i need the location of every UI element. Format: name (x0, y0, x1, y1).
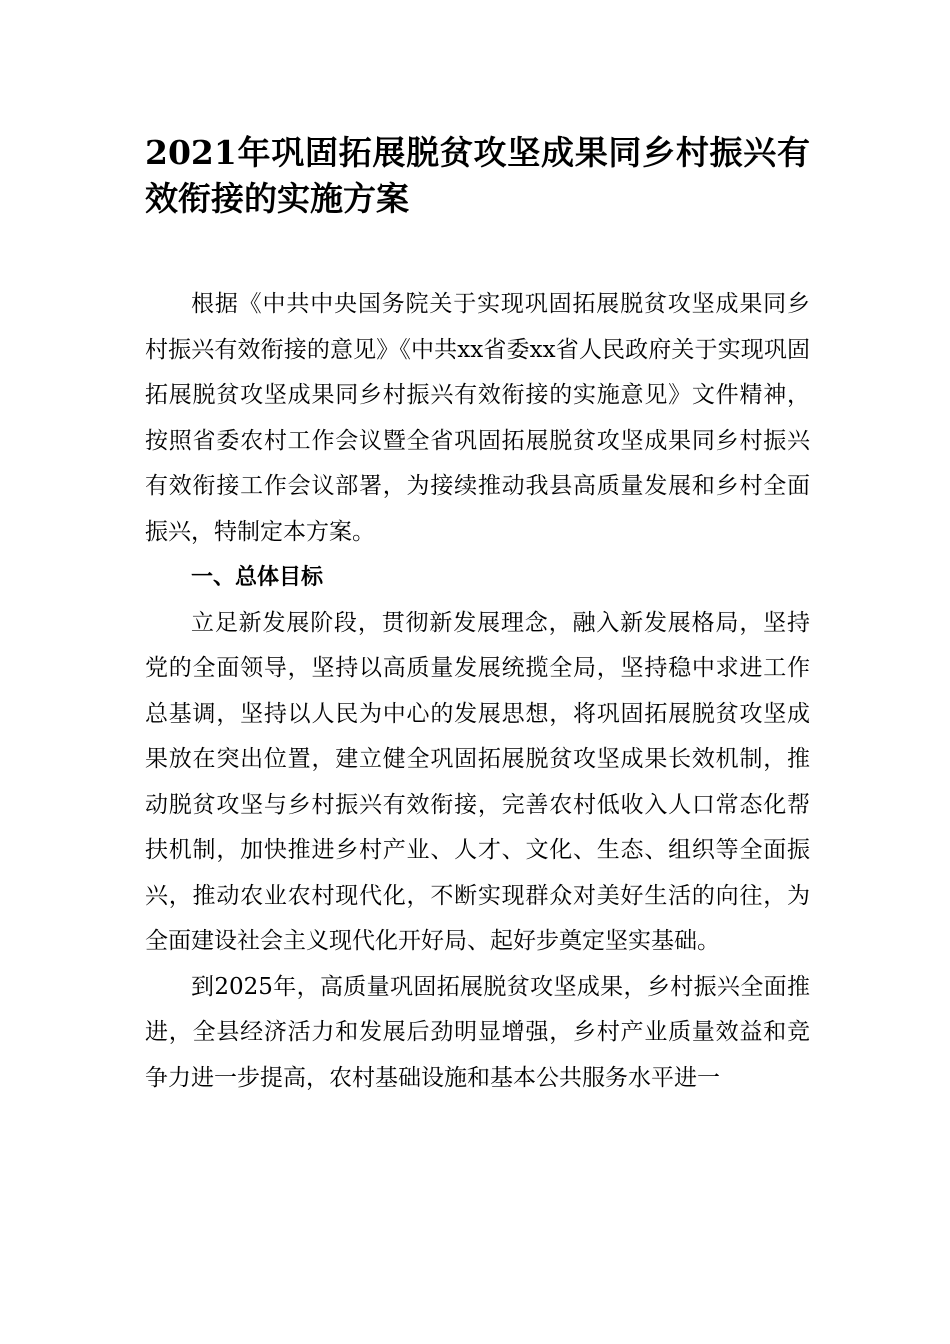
target-2025-paragraph: 到2025年，高质量巩固拓展脱贫攻坚成果，乡村振兴全面推进，全县经济活力和发展后劲明显增强，乡村产业质量效益和竞争力进一步提高，农村基础设施和基本公共服务水平进一 (145, 973, 810, 1091)
document-title: 2021年巩固拓展脱贫攻坚成果同乡村振兴有效衔接的实施方案 (145, 133, 810, 218)
document-body (145, 282, 810, 1101)
goals-paragraph: 立足新发展阶段，贯彻新发展理念，融入新发展格局，坚持党的全面领导，坚持以高质量发展统揽全局，坚持稳中求进工作总基调，坚持以人民为中心的发展思想，将巩固拓展脱贫攻坚成果放在突出位置，建立健全巩固拓展脱贫攻坚成果长效机制，推动脱贫攻坚与乡村振兴有效衔接，完善农村低收入人口常态化帮扶机制，加快推进乡村产业、人才、文化、生态、组织等全面振兴，推动农业农村现代化，不断实现群众对美好生活的向往，为全面建设社会主义现代化开好局、起好步奠定坚实基础。 (145, 609, 810, 954)
section-heading-overall-goals: 一、总体目标 (191, 565, 324, 590)
intro-paragraph: 根据《中共中央国务院关于实现巩固拓展脱贫攻坚成果同乡村振兴有效衔接的意见》《中共xx省委xx省人民政府关于实现巩固拓展脱贫攻坚成果同乡村振兴有效衔接的实施意见》文件精神，按照省委农村工作会议暨全省巩固拓展脱贫攻坚成果同乡村振兴有效衔接工作会议部署，为接续推动我县高质量发展和乡村全面振兴，特制定本方案。 (145, 291, 810, 545)
